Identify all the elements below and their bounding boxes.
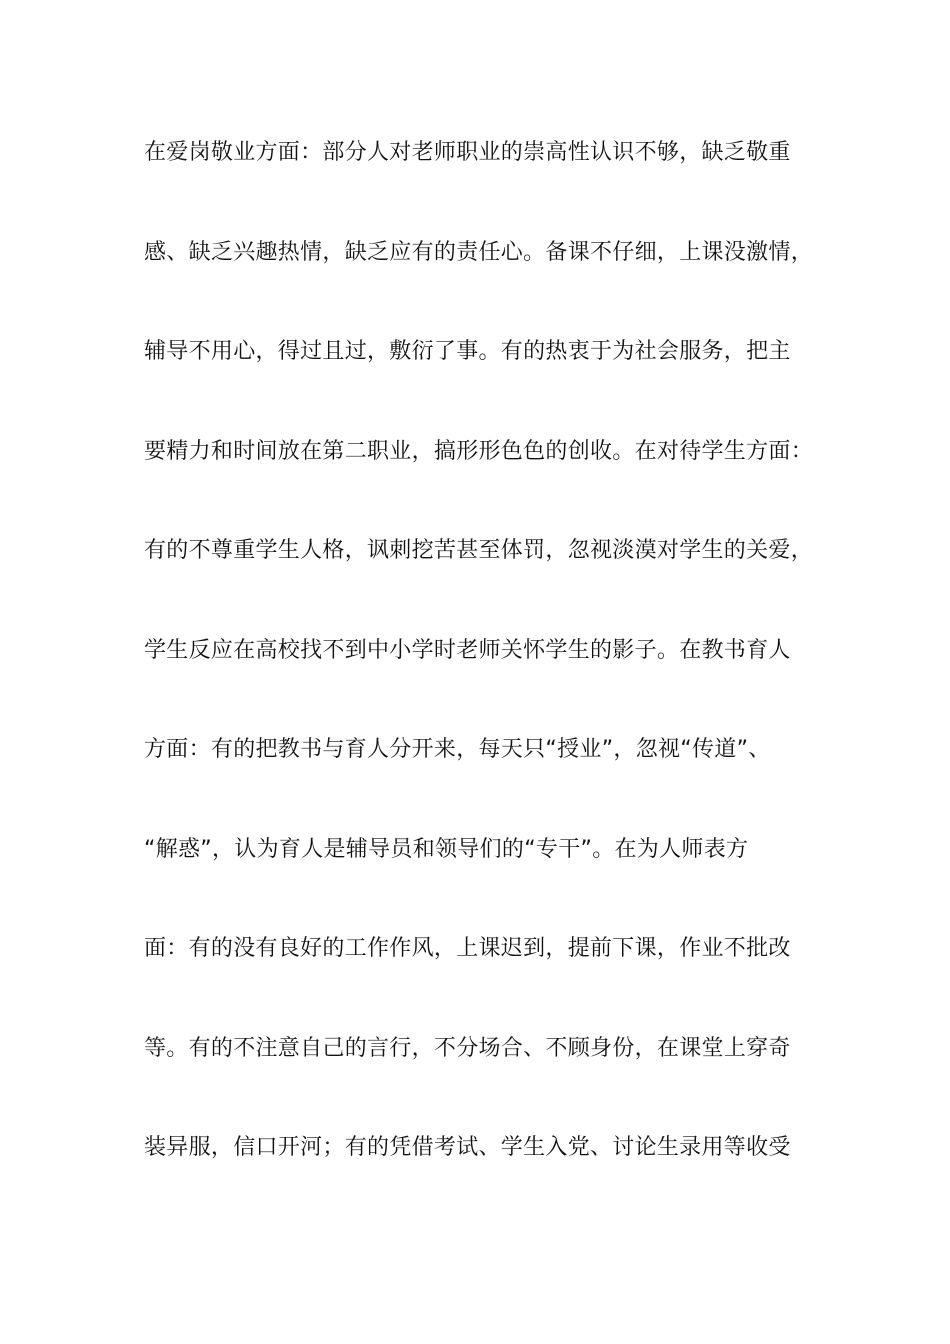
text-line: 在爱岗敬业方面：部分人对老师职业的崇高性认识不够，缺乏敬重 [144,140,791,165]
text-line: 要精力和时间放在第二职业，搞形形色色的创收。在对待学生方面： [144,438,814,464]
text-line: “解惑”，认为育人是辅导员和领导们的“专干”。在为人师表方 [144,836,749,862]
text-line: 辅导不用心，得过且过，敷衍了事。有的热衷于为社会服务，把主 [144,339,791,364]
text-line: 感、缺乏兴趣热情，缺乏应有的责任心。备课不仔细，上课没激情， [144,239,814,265]
text-line: 方面：有的把教书与育人分开来，每天只“授业”，忽视“传道”、 [144,737,771,762]
body-text [144,133,834,1228]
text-line: 面：有的没有良好的工作作风，上课迟到，提前下课，作业不批改 [144,936,791,961]
text-line: 等。有的不注意自己的言行，不分场合、不顾身份，在课堂上穿奇 [144,1035,791,1061]
text-line: 有的不尊重学生人格，讽刺挖苦甚至体罚，忽视淡漠对学生的关爱， [144,538,814,563]
text-line: 装异服，信口开河；有的凭借考试、学生入党、讨论生录用等收受 [144,1135,791,1160]
text-line: 学生反应在高校找不到中小学时老师关怀学生的影子。在教书育人 [144,637,791,663]
